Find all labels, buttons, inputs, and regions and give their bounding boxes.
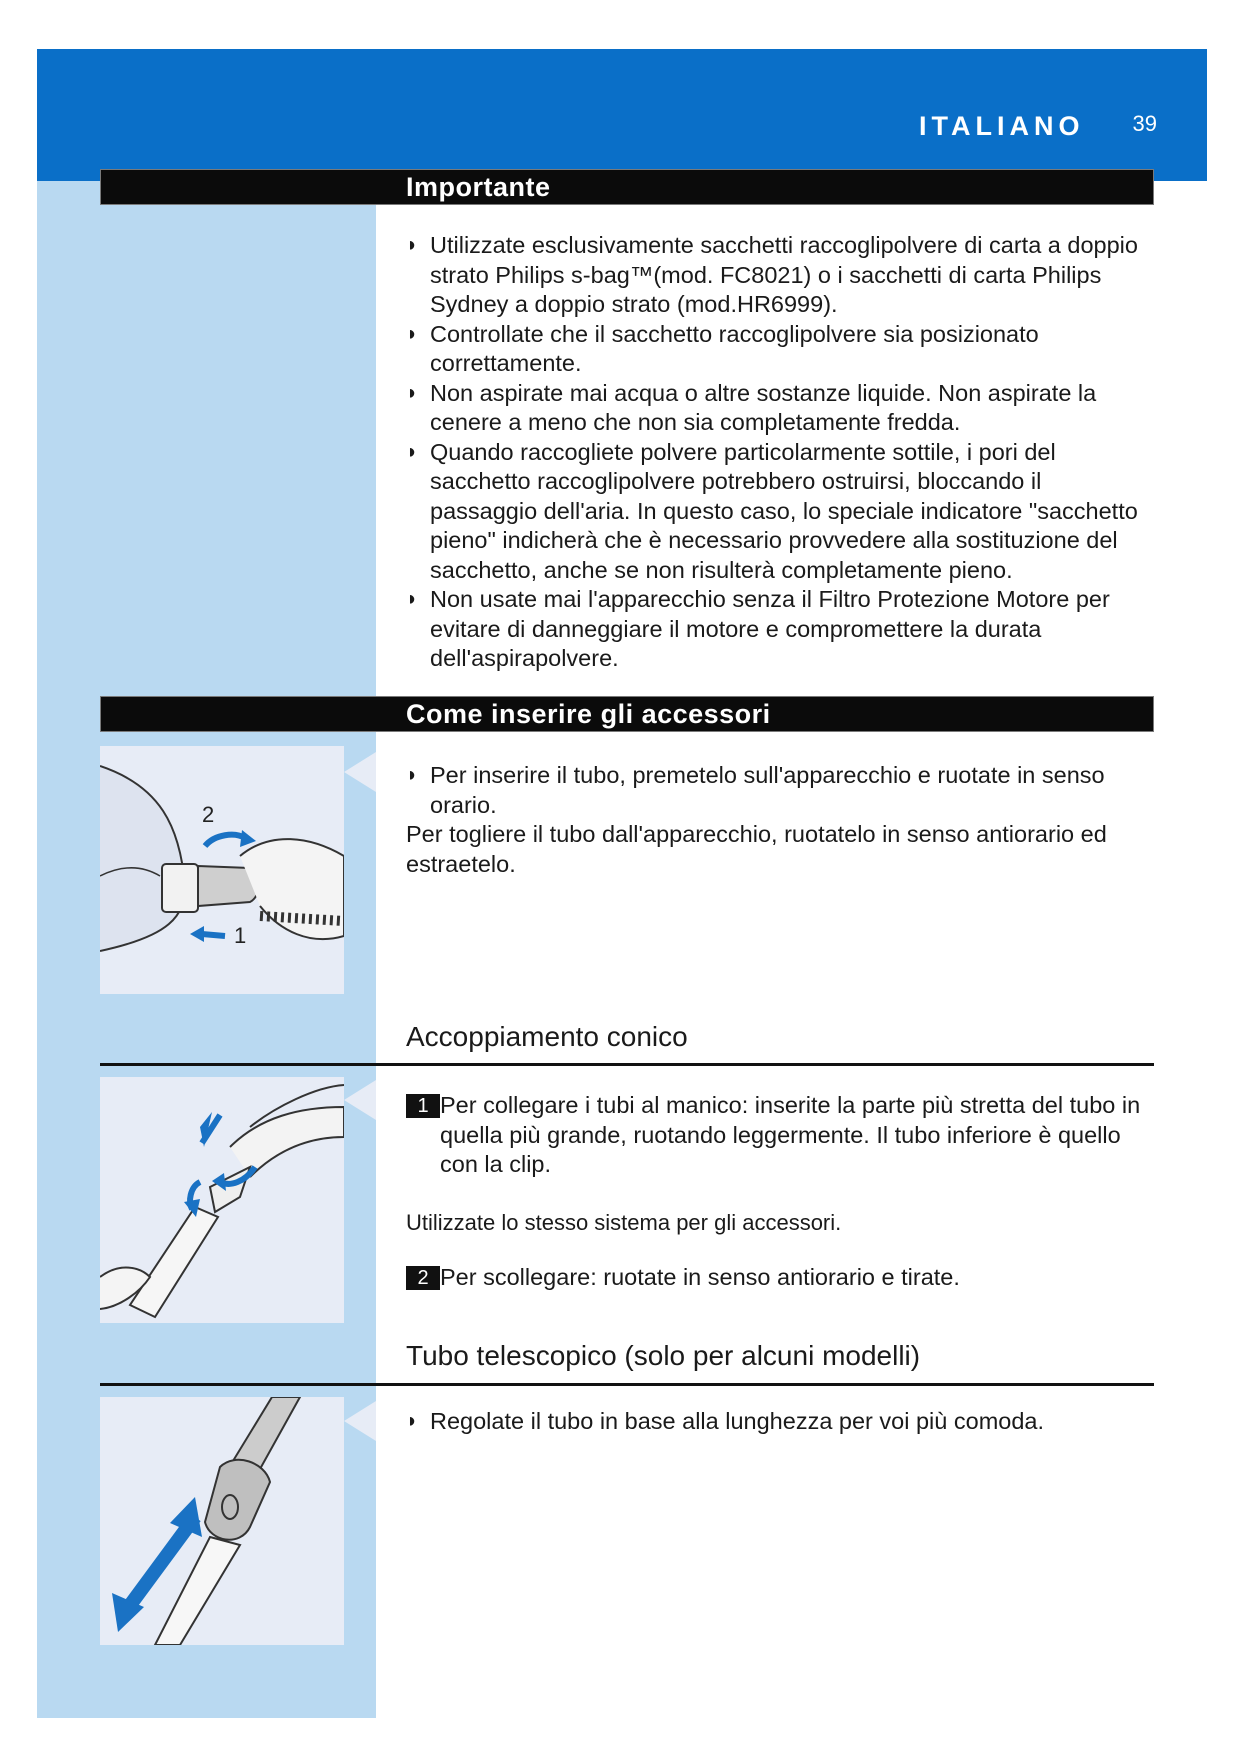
list-item: ◗ Per inserire il tubo, premetelo sull'apparecchio e ruotate in senso orario. <box>406 761 1154 820</box>
telescopico-rule <box>100 1383 1154 1386</box>
accessori-text <box>406 761 1154 879</box>
illustration-pointer <box>344 1401 376 1441</box>
telescopic-tube-illustration <box>100 1397 344 1645</box>
list-item: ◗ Non aspirate mai acqua o altre sostanze liquide. Non aspirate la cenere a meno che non sia completamente fredda. <box>406 379 1154 438</box>
list-item: ◗ Utilizzate esclusivamente sacchetti raccoglipolvere di carta a doppio strato Philips s-bag™(mod. FC8021) o i sacchetti di carta Philips Sydney a doppio strato (mod.HR6999). <box>406 231 1154 320</box>
tube-connect-illustration <box>100 1077 344 1323</box>
accessori-title: Come inserire gli accessori <box>406 699 771 729</box>
illustration-pointer <box>344 752 376 792</box>
step-text: Per scollegare: ruotate in senso antiorario e tirate. <box>440 1264 960 1290</box>
paragraph: Utilizzate lo stesso sistema per gli accessori. <box>406 1209 842 1235</box>
language-label <box>919 111 1157 142</box>
telescopic-tube-drawing <box>100 1397 344 1645</box>
hose-insert-illustration <box>100 746 344 994</box>
conico-text <box>406 1091 1154 1293</box>
list-item: ◗ Non usate mai l'apparecchio senza il Filtro Protezione Motore per evitare di danneggiare il motore e compromettere la durata dell'aspirapolvere. <box>406 585 1154 674</box>
illustration-pointer <box>344 1080 376 1120</box>
step-2 <box>406 1263 1154 1293</box>
paragraph: Per togliere il tubo dall'apparecchio, ruotatelo in senso antiorario ed estraetelo. <box>406 821 1107 877</box>
conico-rule <box>100 1063 1154 1066</box>
importante-title-bar <box>100 169 1154 205</box>
list-item: ◗ Regolate il tubo in base alla lunghezza per voi più comoda. <box>406 1407 1154 1437</box>
list-item: ◗ Quando raccogliete polvere particolarmente sottile, i pori del sacchetto raccoglipolvere potrebbero ostruirsi, bloccando il passaggio dell'aria. In questo caso, lo speciale indicatore "sacchetto pieno" indicherà che è necessario provvedere alla sostituzione del sacchetto, anche se non risulterà completamente pieno. <box>406 438 1154 586</box>
step-number: 1 <box>406 1094 440 1118</box>
arrow-label-1: 1 <box>234 923 247 948</box>
arrow-label-2: 2 <box>202 802 215 827</box>
step-number: 2 <box>406 1266 440 1290</box>
header-band <box>37 49 1207 181</box>
importante-list <box>406 231 1154 674</box>
hose-insert-drawing <box>100 746 344 994</box>
importante-title: Importante <box>406 172 551 202</box>
page-number: 39 <box>1132 111 1157 136</box>
language-text: ITALIANO <box>919 111 1085 141</box>
step-1 <box>406 1091 1154 1180</box>
tube-connect-drawing <box>100 1077 344 1323</box>
step-text: Per collegare i tubi al manico: inserite la parte più stretta del tubo in quella più grande, ruotando leggermente. Il tubo inferiore è quello con la clip. <box>440 1092 1141 1177</box>
telescopico-text <box>406 1407 1154 1437</box>
conico-heading: Accoppiamento conico <box>406 1021 688 1052</box>
telescopico-heading: Tubo telescopico (solo per alcuni modelli) <box>406 1340 921 1371</box>
list-item: ◗ Controllate che il sacchetto raccoglipolvere sia posizionato correttamente. <box>406 320 1154 379</box>
